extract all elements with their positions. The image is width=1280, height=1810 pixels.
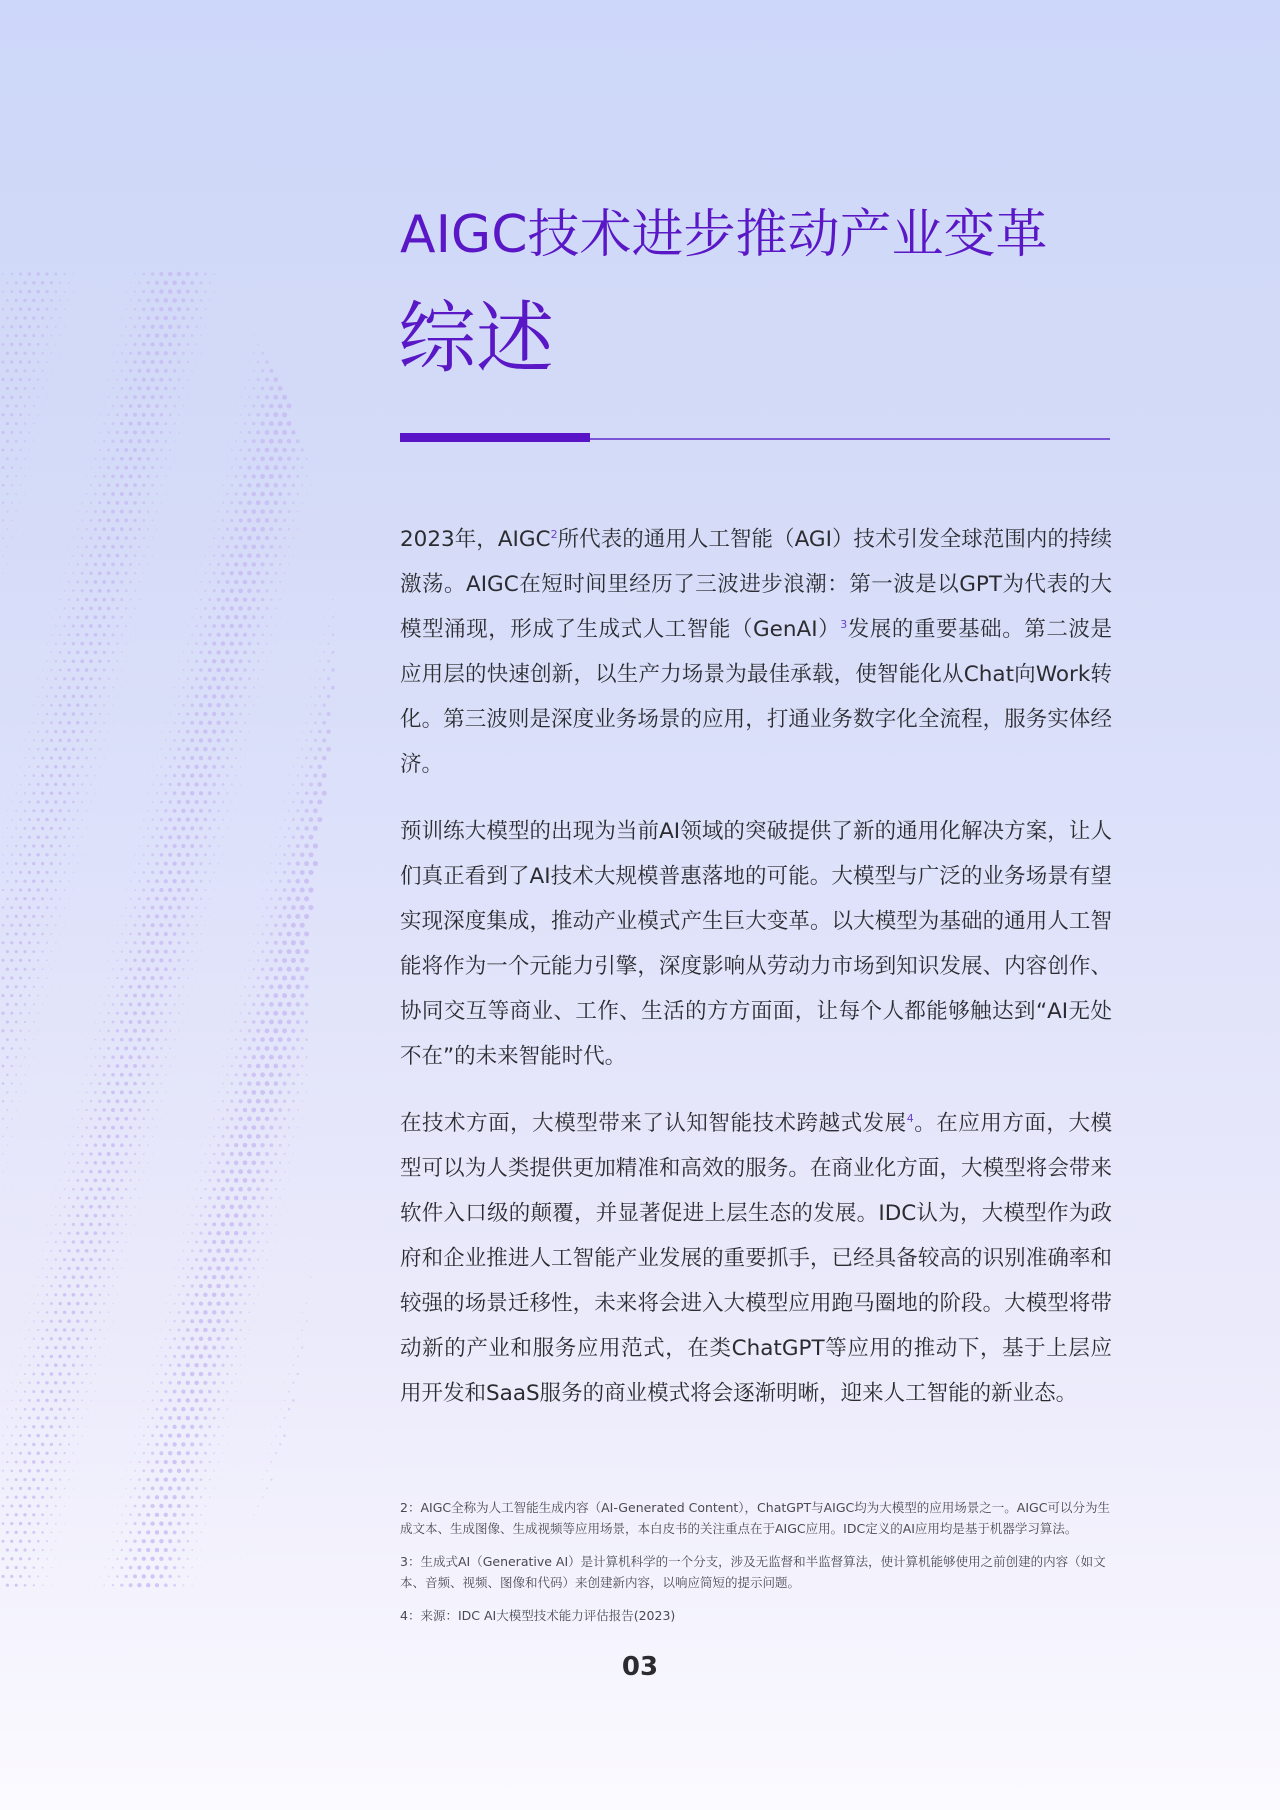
title-divider-line (590, 438, 1110, 440)
footnote-ref-4[interactable]: 4 (906, 1111, 914, 1125)
decorative-dot-pattern (0, 270, 380, 1600)
paragraph-3-part-b: 。在应用方面，大模型可以为人类提供更加精准和高效的服务。在商业化方面，大模型将会带来软件入口级的颠覆，并显著促进上层生态的发展。IDC认为，大模型作为政府和企业推进人工智能产业发展的重要抓手，已经具备较高的识别准确率和较强的场景迁移性，未来将会进入大模型应用跑马圈地的阶段。大模型将带动新的产业和服务应用范式，在类ChatGPT等应用的推动下，基于上层应用开发和SaaS服务的商业模式将会逐渐明晰，迎来人工智能的新业态。 (400, 1111, 1112, 1406)
page-subtitle: 综述 (398, 294, 555, 384)
footnote-ref-2[interactable]: 2 (550, 527, 558, 541)
paragraph-2: 预训练大模型的出现为当前AI领域的突破提供了新的通用化解决方案，让人们真正看到了AI技术大规模普惠落地的可能。大模型与广泛的业务场景有望实现深度集成，推动产业模式产生巨大变革。以大模型为基础的通用人工智能将作为一个元能力引擎，深度影响从劳动力市场到知识发展、内容创作、协同交互等商业、工作、生活的方方面面，让每个人都能够触达到“AI无处不在”的未来智能时代。 (400, 819, 1112, 1069)
footnote-2: 2：AIGC全称为人工智能生成内容（AI-Generated Content），ChatGPT与AIGC均为大模型的应用场景之一。AIGC可以分为生成文本、生成图像、生成视频等应用场景，本白皮书的关注重点在于AIGC应用。IDC定义的AI应用均是基于机器学习算法。 (400, 1500, 1110, 1536)
title-divider-accent (400, 433, 590, 442)
paragraph-1 (400, 517, 1112, 787)
body-text (400, 517, 1112, 1438)
footnotes (400, 1497, 1112, 1638)
paragraph-1-part-c: 发展的重要基础。第二波是应用层的快速创新，以生产力场景为最佳承载，使智能化从Chat向Work转化。第三波则是深度业务场景的应用，打通业务数字化全流程，服务实体经济。 (400, 617, 1112, 777)
page-number: 03 (621, 1652, 659, 1682)
footnote-ref-3[interactable]: 3 (840, 617, 848, 631)
footnote-3: 3：生成式AI（Generative AI）是计算机科学的一个分支，涉及无监督和半监督算法，使计算机能够使用之前创建的内容（如文本、音频、视频、图像和代码）来创建新内容，以响应简短的提示问题。 (400, 1554, 1106, 1590)
footnote-4: 4：来源：IDC AI大模型技术能力评估报告(2023) (400, 1608, 676, 1623)
paragraph-1-part-a: 2023年，AIGC (400, 527, 551, 552)
page-title: AIGC技术进步推动产业变革 (400, 205, 1048, 265)
paragraph-1-part-b: 所代表的通用人工智能（AGI）技术引发全球范围内的持续激荡。AIGC在短时间里经历了三波进步浪潮：第一波是以GPT为代表的大模型涌现，形成了生成式人工智能（GenAI） (400, 527, 1112, 642)
paragraph-3-part-a: 在技术方面，大模型带来了认知智能技术跨越式发展 (400, 1111, 907, 1136)
paragraph-3 (400, 1101, 1112, 1416)
